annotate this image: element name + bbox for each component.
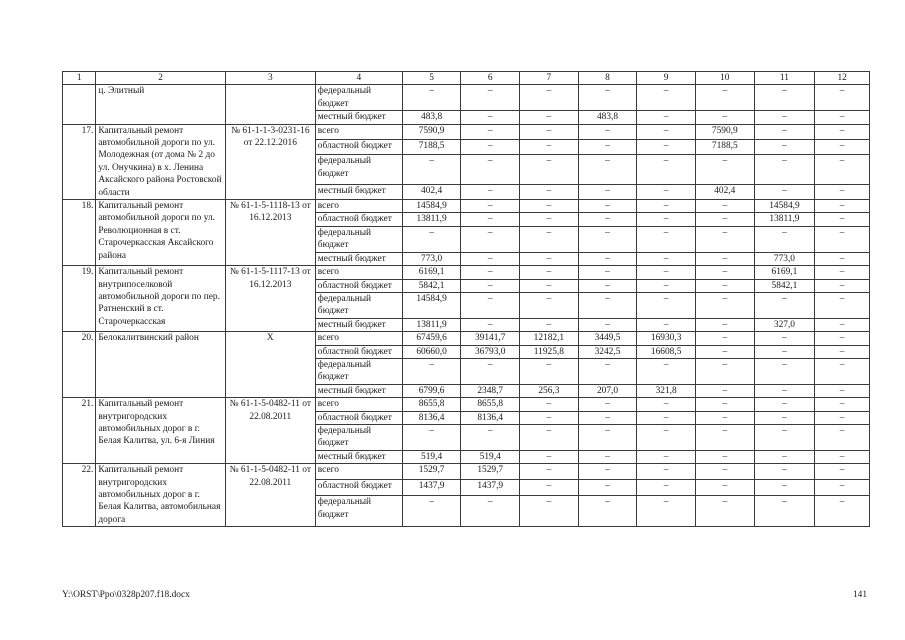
funding-source: местный бюджет [315, 184, 402, 199]
amount-cell: – [520, 111, 579, 124]
amount-cell: 207,0 [578, 384, 637, 397]
amount-cell: 402,4 [695, 184, 754, 199]
amount-cell: – [461, 213, 520, 226]
amount-cell: – [754, 464, 815, 480]
amount-cell: – [578, 124, 637, 139]
amount-cell: – [520, 85, 579, 111]
amount-cell: 16608,5 [637, 345, 696, 358]
amount-cell: – [520, 464, 579, 480]
amount-cell: – [578, 464, 637, 480]
amount-cell: – [754, 184, 815, 199]
amount-cell: – [520, 124, 579, 139]
document-reference: № 61-1-5-1117-13 от 16.12.2013 [225, 266, 315, 332]
amount-cell: – [402, 358, 461, 384]
amount-cell: – [695, 345, 754, 358]
amount-cell: – [754, 496, 815, 527]
amount-cell: – [578, 292, 637, 318]
amount-cell: 7188,5 [695, 139, 754, 154]
amount-cell: 6169,1 [402, 266, 461, 279]
funding-source: всего [315, 124, 402, 139]
amount-cell: – [520, 252, 579, 265]
amount-cell: 12182,1 [520, 332, 579, 345]
amount-cell: – [815, 424, 870, 450]
amount-cell: – [637, 464, 696, 480]
object-name: Капитальный ремонт внутригородских автомобильных дорог в г. Белая Калитва, ул. 6-я Линия [96, 398, 225, 464]
amount-cell: – [754, 155, 815, 184]
amount-cell: 5842,1 [402, 279, 461, 292]
amount-cell: – [815, 384, 870, 397]
funding-source: федеральный бюджет [315, 85, 402, 111]
table-row [63, 332, 870, 345]
object-name: Капитальный ремонт автомобильной дороги по ул. Молодежная (от дома № 2 до ул. Онучкина) в х. Ленина Аксайского района Ростовской области [96, 124, 225, 199]
amount-cell: – [754, 85, 815, 111]
amount-cell: – [520, 213, 579, 226]
amount-cell: 36793,0 [461, 345, 520, 358]
funding-source: областной бюджет [315, 139, 402, 154]
column-number: 6 [461, 72, 520, 85]
amount-cell: 7188,5 [402, 139, 461, 154]
amount-cell: – [695, 332, 754, 345]
amount-cell: – [637, 139, 696, 154]
amount-cell: – [520, 450, 579, 463]
table-row [63, 464, 870, 480]
amount-cell: – [815, 398, 870, 411]
table-row [63, 124, 870, 139]
amount-cell: 7590,9 [695, 124, 754, 139]
amount-cell: – [754, 450, 815, 463]
amount-cell: – [637, 398, 696, 411]
amount-cell: 8136,4 [402, 411, 461, 424]
amount-cell: 1437,9 [461, 480, 520, 496]
amount-cell: – [461, 252, 520, 265]
amount-cell: – [695, 450, 754, 463]
amount-cell: 519,4 [461, 450, 520, 463]
amount-cell: – [695, 200, 754, 213]
amount-cell: 2348,7 [461, 384, 520, 397]
amount-cell: – [815, 450, 870, 463]
amount-cell: 13811,9 [402, 318, 461, 331]
amount-cell: – [402, 424, 461, 450]
amount-cell: 13811,9 [402, 213, 461, 226]
column-number: 7 [520, 72, 579, 85]
table-body [63, 85, 870, 527]
amount-cell: – [578, 424, 637, 450]
object-name: Капитальный ремонт внутрипоселковой автомобильной дороги по пер. Ратненский в ст. Старочеркасская [96, 266, 225, 332]
document-reference [225, 85, 315, 124]
amount-cell: – [695, 411, 754, 424]
amount-cell: – [695, 111, 754, 124]
amount-cell: – [637, 318, 696, 331]
amount-cell: – [461, 279, 520, 292]
row-index: 17. [63, 124, 96, 199]
funding-source: областной бюджет [315, 480, 402, 496]
amount-cell: – [815, 332, 870, 345]
funding-source: местный бюджет [315, 111, 402, 124]
amount-cell: – [695, 398, 754, 411]
amount-cell: – [815, 252, 870, 265]
amount-cell: 773,0 [754, 252, 815, 265]
amount-cell: – [520, 155, 579, 184]
amount-cell: – [461, 226, 520, 252]
document-reference: № 61-1-5-0482-11 от 22.08.2011 [225, 464, 315, 527]
funding-source: областной бюджет [315, 279, 402, 292]
column-number: 1 [63, 72, 96, 85]
object-name: Капитальный ремонт внутригородских автомобильных дорог в г. Белая Калитва, автомобильная дорога [96, 464, 225, 527]
funding-source: всего [315, 398, 402, 411]
table-row [63, 85, 870, 111]
amount-cell: – [637, 480, 696, 496]
amount-cell: 60660,0 [402, 345, 461, 358]
amount-cell: – [637, 200, 696, 213]
amount-cell: 402,4 [402, 184, 461, 199]
amount-cell: 483,8 [578, 111, 637, 124]
amount-cell: – [461, 85, 520, 111]
amount-cell: 773,0 [402, 252, 461, 265]
amount-cell: – [695, 292, 754, 318]
amount-cell: – [461, 266, 520, 279]
column-number: 8 [578, 72, 637, 85]
amount-cell: – [578, 213, 637, 226]
amount-cell: – [815, 200, 870, 213]
funding-source: федеральный бюджет [315, 496, 402, 527]
amount-cell: – [461, 496, 520, 527]
amount-cell: – [637, 184, 696, 199]
amount-cell: – [695, 358, 754, 384]
amount-cell: – [815, 85, 870, 111]
amount-cell: – [637, 85, 696, 111]
row-index [63, 85, 96, 124]
amount-cell: – [637, 411, 696, 424]
funding-source: федеральный бюджет [315, 155, 402, 184]
funding-source: всего [315, 200, 402, 213]
column-number: 5 [402, 72, 461, 85]
amount-cell: – [815, 139, 870, 154]
amount-cell: – [578, 184, 637, 199]
amount-cell: – [754, 358, 815, 384]
amount-cell: – [461, 184, 520, 199]
amount-cell: – [520, 424, 579, 450]
amount-cell: 321,8 [637, 384, 696, 397]
amount-cell: 14584,9 [402, 292, 461, 318]
amount-cell: – [520, 200, 579, 213]
table-row [63, 200, 870, 213]
document-reference: № 61-1-5-0482-11 от 22.08.2011 [225, 398, 315, 464]
amount-cell: 519,4 [402, 450, 461, 463]
amount-cell: – [637, 155, 696, 184]
amount-cell: – [815, 266, 870, 279]
column-number: 10 [695, 72, 754, 85]
amount-cell: – [520, 139, 579, 154]
funding-source: областной бюджет [315, 411, 402, 424]
page-number: 141 [852, 590, 867, 600]
amount-cell: – [637, 252, 696, 265]
amount-cell: 6169,1 [754, 266, 815, 279]
amount-cell: – [754, 480, 815, 496]
amount-cell: – [402, 85, 461, 111]
amount-cell: 39141,7 [461, 332, 520, 345]
amount-cell: – [461, 155, 520, 184]
amount-cell: – [695, 226, 754, 252]
amount-cell: – [578, 252, 637, 265]
amount-cell: – [520, 398, 579, 411]
amount-cell: – [520, 292, 579, 318]
column-number: 11 [754, 72, 815, 85]
amount-cell: – [520, 480, 579, 496]
amount-cell: – [520, 266, 579, 279]
amount-cell: – [637, 111, 696, 124]
row-index: 20. [63, 332, 96, 398]
funding-source: областной бюджет [315, 345, 402, 358]
amount-cell: – [578, 279, 637, 292]
amount-cell: – [461, 124, 520, 139]
amount-cell: – [754, 111, 815, 124]
amount-cell: 3242,5 [578, 345, 637, 358]
amount-cell: 3449,5 [578, 332, 637, 345]
row-index: 22. [63, 464, 96, 527]
amount-cell: – [578, 411, 637, 424]
row-index: 19. [63, 266, 96, 332]
amount-cell: – [461, 139, 520, 154]
amount-cell: 14584,9 [754, 200, 815, 213]
amount-cell: – [695, 424, 754, 450]
funding-source: местный бюджет [315, 384, 402, 397]
amount-cell: – [815, 226, 870, 252]
funding-source: местный бюджет [315, 318, 402, 331]
amount-cell: 7590,9 [402, 124, 461, 139]
funding-source: федеральный бюджет [315, 226, 402, 252]
amount-cell: – [754, 424, 815, 450]
amount-cell: – [815, 292, 870, 318]
column-number: 3 [225, 72, 315, 85]
amount-cell: – [695, 252, 754, 265]
amount-cell: – [461, 358, 520, 384]
column-number: 9 [637, 72, 696, 85]
funding-source: всего [315, 464, 402, 480]
amount-cell: – [461, 424, 520, 450]
row-index: 18. [63, 200, 96, 266]
amount-cell: 8136,4 [461, 411, 520, 424]
object-name: ц. Элитный [96, 85, 225, 124]
amount-cell: – [695, 155, 754, 184]
file-path: Y:\ORST\Ppo\0328p207.f18.docx [62, 590, 190, 600]
object-name: Белокалитвинский район [96, 332, 225, 398]
amount-cell: – [520, 279, 579, 292]
amount-cell: 11925,8 [520, 345, 579, 358]
amount-cell: – [520, 318, 579, 331]
amount-cell: – [754, 398, 815, 411]
amount-cell: – [578, 398, 637, 411]
funding-source: федеральный бюджет [315, 292, 402, 318]
amount-cell: – [695, 384, 754, 397]
amount-cell: – [695, 213, 754, 226]
amount-cell: – [520, 358, 579, 384]
object-name: Капитальный ремонт автомобильной дороги по ул. Революционная в ст. Старочеркасская Аксайского района [96, 200, 225, 266]
amount-cell: – [815, 124, 870, 139]
amount-cell: – [402, 155, 461, 184]
table-row [63, 398, 870, 411]
column-number: 2 [96, 72, 225, 85]
funding-source: местный бюджет [315, 252, 402, 265]
amount-cell: – [520, 184, 579, 199]
amount-cell: – [637, 124, 696, 139]
amount-cell: – [578, 450, 637, 463]
amount-cell: – [461, 200, 520, 213]
amount-cell: – [578, 226, 637, 252]
funding-source: областной бюджет [315, 213, 402, 226]
amount-cell: – [578, 266, 637, 279]
amount-cell: 6799,6 [402, 384, 461, 397]
amount-cell: 1529,7 [461, 464, 520, 480]
amount-cell: – [754, 345, 815, 358]
amount-cell: 14584,9 [402, 200, 461, 213]
amount-cell: – [695, 279, 754, 292]
amount-cell: 8655,8 [461, 398, 520, 411]
amount-cell: – [520, 496, 579, 527]
amount-cell: – [578, 496, 637, 527]
amount-cell: 256,3 [520, 384, 579, 397]
amount-cell: – [754, 139, 815, 154]
amount-cell: – [754, 332, 815, 345]
amount-cell: – [578, 200, 637, 213]
amount-cell: – [637, 424, 696, 450]
amount-cell: – [815, 279, 870, 292]
funding-source: всего [315, 332, 402, 345]
amount-cell: – [815, 111, 870, 124]
amount-cell: – [578, 480, 637, 496]
amount-cell: – [637, 496, 696, 527]
amount-cell: – [695, 266, 754, 279]
column-number: 4 [315, 72, 402, 85]
amount-cell: – [695, 496, 754, 527]
amount-cell: – [637, 358, 696, 384]
row-index: 21. [63, 398, 96, 464]
amount-cell: 13811,9 [754, 213, 815, 226]
amount-cell: – [578, 139, 637, 154]
amount-cell: – [461, 111, 520, 124]
amount-cell: 1437,9 [402, 480, 461, 496]
amount-cell: – [815, 480, 870, 496]
amount-cell: – [695, 318, 754, 331]
amount-cell: – [637, 279, 696, 292]
amount-cell: – [637, 450, 696, 463]
amount-cell: – [402, 496, 461, 527]
amount-cell: 1529,7 [402, 464, 461, 480]
amount-cell: – [637, 292, 696, 318]
document-reference: Х [225, 332, 315, 398]
amount-cell: – [815, 213, 870, 226]
header-row [63, 72, 870, 85]
amount-cell: – [754, 411, 815, 424]
funding-source: местный бюджет [315, 450, 402, 463]
amount-cell: 67459,6 [402, 332, 461, 345]
funding-source: федеральный бюджет [315, 424, 402, 450]
amount-cell: – [402, 226, 461, 252]
amount-cell: – [815, 496, 870, 527]
amount-cell: – [520, 226, 579, 252]
amount-cell: – [815, 345, 870, 358]
amount-cell: 8655,8 [402, 398, 461, 411]
amount-cell: – [815, 318, 870, 331]
budget-table [62, 71, 870, 527]
amount-cell: – [754, 124, 815, 139]
amount-cell: – [578, 358, 637, 384]
document-reference: № 61-1-1-3-0231-16 от 22.12.2016 [225, 124, 315, 199]
amount-cell: – [461, 292, 520, 318]
amount-cell: – [695, 85, 754, 111]
amount-cell: 483,8 [402, 111, 461, 124]
amount-cell: – [815, 358, 870, 384]
amount-cell: – [637, 213, 696, 226]
amount-cell: – [754, 226, 815, 252]
amount-cell: – [815, 411, 870, 424]
funding-source: всего [315, 266, 402, 279]
column-number: 12 [815, 72, 870, 85]
amount-cell: – [520, 411, 579, 424]
amount-cell: – [695, 464, 754, 480]
amount-cell: 16930,3 [637, 332, 696, 345]
amount-cell: – [637, 226, 696, 252]
amount-cell: – [815, 155, 870, 184]
amount-cell: – [578, 318, 637, 331]
amount-cell: 5842,1 [754, 279, 815, 292]
amount-cell: 327,0 [754, 318, 815, 331]
amount-cell: – [754, 384, 815, 397]
amount-cell: – [578, 155, 637, 184]
table-row [63, 266, 870, 279]
amount-cell: – [754, 292, 815, 318]
document-reference: № 61-1-5-1118-13 от 16.12.2013 [225, 200, 315, 266]
amount-cell: – [815, 464, 870, 480]
amount-cell: – [578, 85, 637, 111]
funding-source: федеральный бюджет [315, 358, 402, 384]
amount-cell: – [637, 266, 696, 279]
amount-cell: – [815, 184, 870, 199]
amount-cell: – [695, 480, 754, 496]
amount-cell: – [461, 318, 520, 331]
